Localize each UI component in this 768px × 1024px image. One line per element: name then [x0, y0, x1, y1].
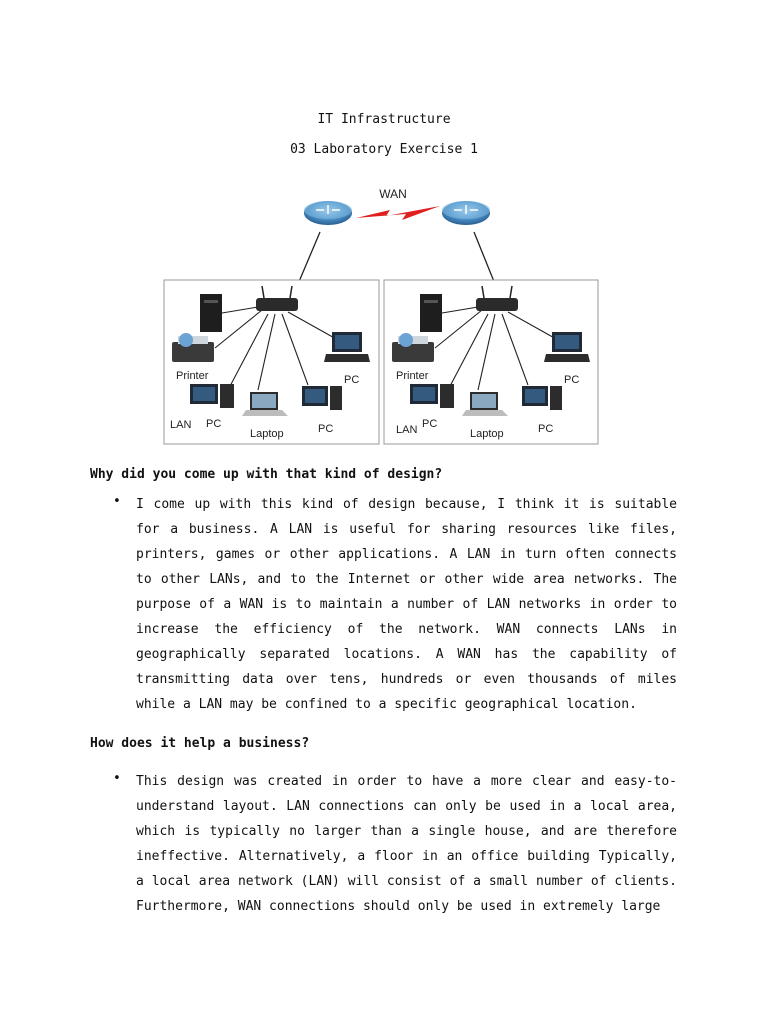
wan-router-left-icon — [304, 201, 352, 225]
network-diagram — [150, 180, 610, 450]
wan-router-right-icon — [442, 201, 490, 225]
answer-paragraph: I come up with this kind of design because, I think it is suitable for a business. A LAN is useful for sharing resources like files, printers, games or other applications. A LAN in turn often connects to other LANs, and to the Internet or other wide area networks. The purpose of a WAN is to maintain a number of LAN networks in order to increase the efficiency of the network. WAN connects LANs in geographically separated locations. A WAN has the capability of transmitting data over tens, hundreds or even thousands of miles while a LAN may be confined to a specific geographical location. — [136, 497, 677, 712]
lan-box-left — [164, 280, 379, 444]
lan-label: LAN — [170, 419, 192, 431]
document-title: IT Infrastructure — [317, 112, 451, 127]
bullet-marker: • — [113, 771, 121, 786]
pc-label: PC — [564, 374, 580, 386]
lan-box-right — [384, 280, 598, 444]
pc-label: PC — [538, 423, 554, 435]
answer-paragraph: This design was created in order to have a more clear and easy-to-understand layout. LAN connections can only be used in a local area, which is typically no larger than a single house, and are therefore ineffective. Alternatively, a floor in an office building Typically, a local area network (LAN) will consist of a small number of clients. Furthermore, WAN connections should only be used in extremely large — [136, 774, 677, 914]
document-subtitle: 03 Laboratory Exercise 1 — [290, 142, 478, 157]
printer-icon — [392, 333, 434, 362]
bullet-marker: • — [113, 494, 121, 509]
wan-label: WAN — [379, 187, 407, 201]
laptop-label: Laptop — [250, 428, 284, 440]
question-heading: Why did you come up with that kind of design? — [90, 467, 443, 482]
printer-icon — [172, 333, 214, 362]
pc-label: PC — [422, 418, 438, 430]
server-icon — [200, 294, 222, 332]
printer-label: Printer — [176, 370, 209, 382]
printer-label: Printer — [396, 370, 429, 382]
server-icon — [420, 294, 442, 332]
pc-label: PC — [206, 418, 222, 430]
wan-link-icon — [356, 206, 440, 220]
pc-label: PC — [344, 374, 360, 386]
question-heading: How does it help a business? — [90, 736, 310, 751]
lan-label: LAN — [396, 424, 418, 436]
pc-label: PC — [318, 423, 334, 435]
laptop-label: Laptop — [470, 428, 504, 440]
